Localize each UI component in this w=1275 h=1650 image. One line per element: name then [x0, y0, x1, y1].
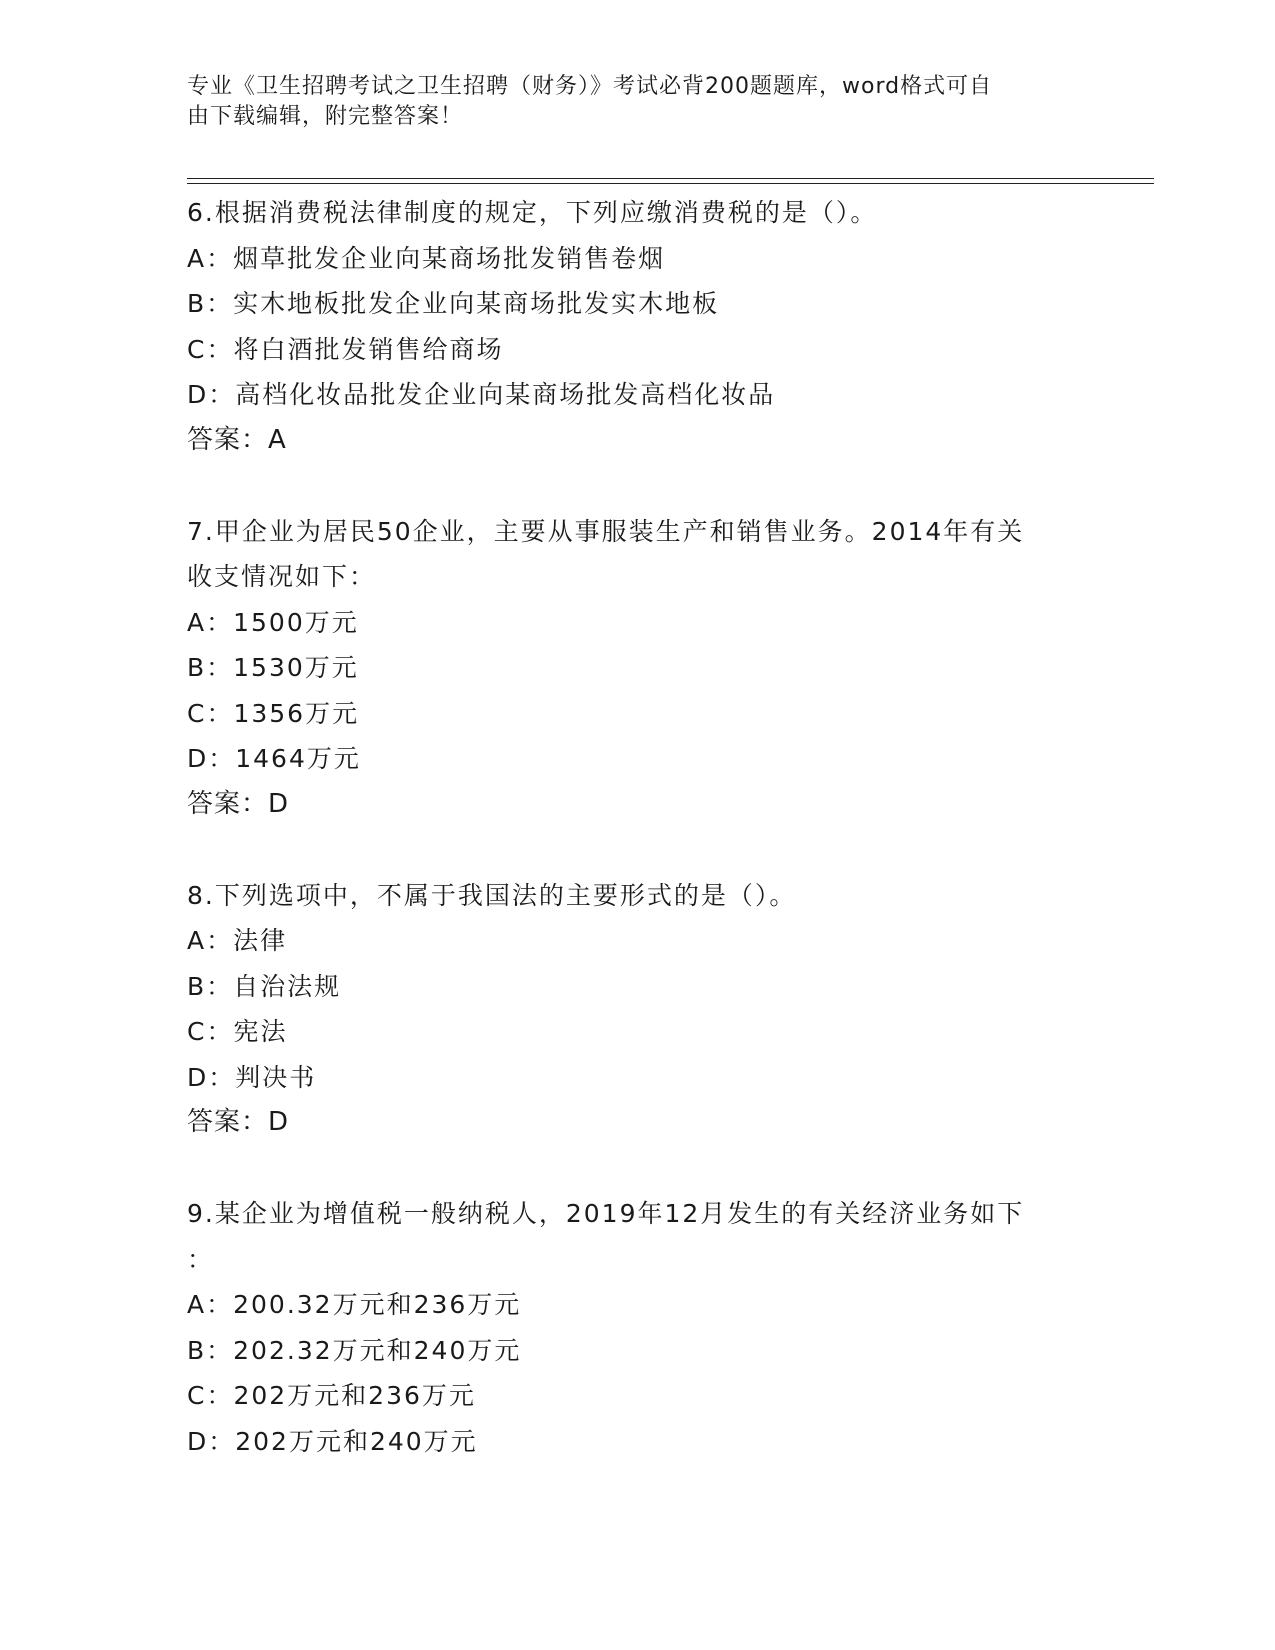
option-a: A：法律 — [187, 926, 288, 955]
question-text-continued: ： — [187, 1244, 215, 1274]
option-b: B：1530万元 — [187, 653, 359, 682]
question-text: 9.某企业为增值税一般纳税人，2019年12月发生的有关经济业务如下 — [187, 1199, 1025, 1228]
spacer — [187, 827, 1087, 873]
option-a: A：烟草批发企业向某商场批发销售卷烟 — [187, 243, 666, 273]
option-a: A：1500万元 — [187, 607, 359, 637]
answer-label: 答案：A — [187, 424, 287, 455]
header-divider-top — [187, 178, 1154, 179]
question-list — [187, 190, 1087, 1464]
header-line-2: 由下载编辑，附完整答案！ — [187, 104, 464, 129]
question-text: 8.下列选项中，不属于我国法的主要形式的是（）。 — [187, 880, 797, 910]
option-c: C：宪法 — [187, 1017, 288, 1046]
question-6 — [187, 190, 1087, 463]
spacer — [187, 463, 1087, 509]
option-c: C：将白酒批发销售给商场 — [187, 334, 504, 364]
option-d: D：高档化妆品批发企业向某商场批发高档化妆品 — [187, 380, 776, 409]
option-d: D：202万元和240万元 — [187, 1426, 478, 1456]
option-c: C：202万元和236万元 — [187, 1381, 476, 1410]
question-7 — [187, 509, 1087, 828]
answer-label: 答案：D — [187, 1107, 290, 1137]
option-d: D：判决书 — [187, 1062, 317, 1092]
option-b: B：202.32万元和240万元 — [187, 1335, 522, 1365]
question-text-continued: 收支情况如下： — [187, 562, 377, 591]
document-header — [187, 72, 1067, 132]
option-b: B：实木地板批发企业向某商场批发实木地板 — [187, 289, 720, 318]
answer-label: 答案：D — [187, 788, 290, 819]
question-text: 6.根据消费税法律制度的规定，下列应缴消费税的是（）。 — [187, 198, 878, 227]
question-8 — [187, 873, 1087, 1146]
question-text: 7.甲企业为居民50企业，主要从事服装生产和销售业务。2014年有关 — [187, 516, 1025, 546]
question-9 — [187, 1191, 1087, 1464]
option-c: C：1356万元 — [187, 698, 360, 728]
header-divider-bottom — [187, 183, 1154, 184]
header-line-1: 专业《卫生招聘考试之卫生招聘（财务）》考试必背200题题库，word格式可自 — [187, 74, 993, 99]
spacer — [187, 1146, 1087, 1192]
option-a: A：200.32万元和236万元 — [187, 1290, 522, 1319]
option-b: B：自治法规 — [187, 971, 342, 1001]
option-d: D：1464万元 — [187, 744, 361, 773]
